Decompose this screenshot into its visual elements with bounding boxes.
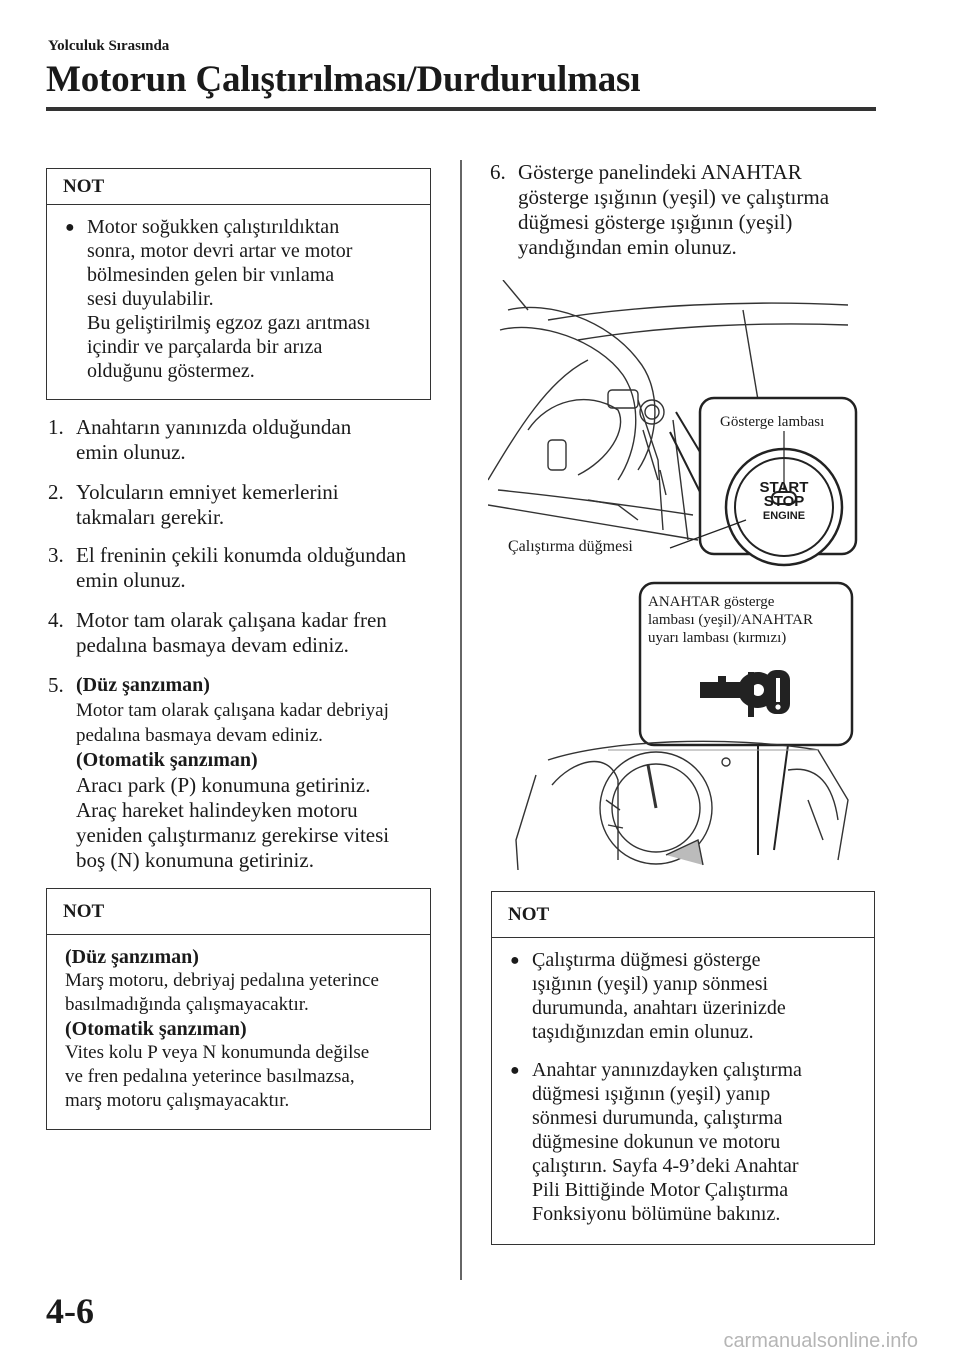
note-heading: NOT — [47, 889, 430, 935]
step-4 — [48, 608, 387, 658]
step-number: 1. — [48, 415, 64, 439]
start-text: START — [759, 479, 809, 496]
step-number: 4. — [48, 608, 64, 632]
step-text: Gösterge panelindeki ANAHTAR gösterge ışığının (yeşil) ve çalıştırma düğmesi gösterge ışığının (yeşil) yandığından emin olunuz. — [518, 160, 830, 259]
manual-transmission-text: Marş motoru, debriyaj pedalına yeterince basılmadığında çalışmayacaktır. — [65, 970, 379, 1015]
automatic-transmission-text: Aracı park (P) konumuna getiriniz. Araç hareket halindeyken motoru yeniden çalıştırmanız gerekirse vitesi boş (N) konumuna getiriniz. — [76, 773, 390, 872]
key-lamp-label — [648, 593, 813, 647]
note-bullet — [510, 1058, 856, 1226]
step-text: Anahtarın yanınızda olduğundan emin olunuz. — [76, 415, 352, 464]
automatic-transmission-heading: (Otomatik şanzıman) — [65, 1018, 247, 1040]
watermark: carmanualsonline.info — [723, 1330, 918, 1352]
note-body — [47, 935, 430, 1125]
step-text: El freninin çekili konumda olduğundan emin olunuz. — [76, 543, 407, 592]
column-divider — [460, 160, 462, 1280]
step-number: 3. — [48, 543, 64, 567]
automatic-transmission-heading: (Otomatik şanzıman) — [76, 749, 258, 771]
step-number: 2. — [48, 480, 64, 504]
step-3 — [48, 543, 406, 593]
note-box-3 — [491, 891, 875, 1245]
dashboard-illustration — [488, 280, 868, 870]
note-heading: NOT — [492, 892, 874, 938]
step-text: Yolcuların emniyet kemerlerini takmaları gerekir. — [76, 480, 339, 529]
start-button-label: Çalıştırma düğmesi — [508, 538, 633, 555]
manual-transmission-heading: (Düz şanzıman) — [65, 946, 199, 968]
note-box-2 — [46, 888, 431, 1130]
page-number: 4-6 — [46, 1291, 94, 1331]
indicator-label: Gösterge lambası — [720, 414, 825, 430]
engine-text: ENGINE — [762, 510, 806, 522]
step-text — [70, 673, 389, 873]
section-label: Yolculuk Sırasında — [48, 38, 170, 54]
note-bullet-text: Motor soğukken çalıştırıldıktan sonra, motor devri artar ve motor bölmesinden gelen bir vınlama sesi duyulabilir. Bu geliştirilmiş egzoz gazı arıtması içindir ve parçalarda bir arıza olduğunu göstermez. — [87, 216, 371, 382]
key-lamp-label-line: ANAHTAR gösterge — [648, 594, 775, 610]
note-body — [47, 205, 430, 395]
dashboard-figure — [488, 280, 868, 875]
bullet-dot-icon: ● — [65, 219, 75, 236]
key-lamp-label-line: lambası (yeşil)/ANAHTAR — [648, 612, 814, 628]
note-body — [492, 938, 874, 1238]
note-box-1 — [46, 168, 431, 400]
note-bullet — [510, 948, 856, 1044]
step-number: 5. — [48, 673, 64, 697]
page-title: Motorun Çalıştırılması/Durdurulması — [46, 59, 641, 100]
title-rule — [46, 107, 876, 111]
key-warning-icon — [766, 670, 790, 714]
step-5 — [48, 673, 389, 873]
bullet-dot-icon: ● — [510, 952, 520, 969]
note-bullet-text: Anahtar yanınızdayken çalıştırma düğmesi ışığının (yeşil) yanıp sönmesi durumunda, çalıştırma düğmesine dokunun ve motoru çalıştırın. Sayfa 4-9’deki Anahtar Pili Bittiğinde Motor Çalıştırma Fonksiyonu bölümüne bakınız. — [532, 1059, 802, 1225]
manual-transmission-text: Motor tam olarak çalışana kadar debriyaj pedalına basmaya devam ediniz. — [76, 700, 389, 746]
start-stop-button — [742, 481, 826, 523]
step-6 — [490, 160, 829, 260]
bullet-dot-icon: ● — [510, 1062, 520, 1079]
automatic-transmission-text: Vites kolu P veya N konumunda değilse ve fren pedalına yeterince basılmazsa, marş motoru çalışmayacaktır. — [65, 1042, 370, 1111]
note-bullet — [65, 215, 412, 383]
step-number: 6. — [490, 160, 506, 184]
key-lamp-label-line: uyarı lambası (kırmızı) — [648, 630, 787, 646]
note-bullet-text: Çalıştırma düğmesi gösterge ışığının (yeşil) yanıp sönmesi durumunda, anahtarı üzerinizde taşıdığınızdan emin olunuz. — [532, 949, 786, 1043]
step-2 — [48, 480, 339, 530]
note-heading: NOT — [47, 169, 430, 205]
stop-text: STOP — [763, 493, 805, 510]
manual-transmission-heading: (Düz şanzıman) — [76, 674, 210, 696]
step-text: Motor tam olarak çalışana kadar fren pedalına basmaya devam ediniz. — [76, 608, 387, 657]
step-1 — [48, 415, 351, 465]
